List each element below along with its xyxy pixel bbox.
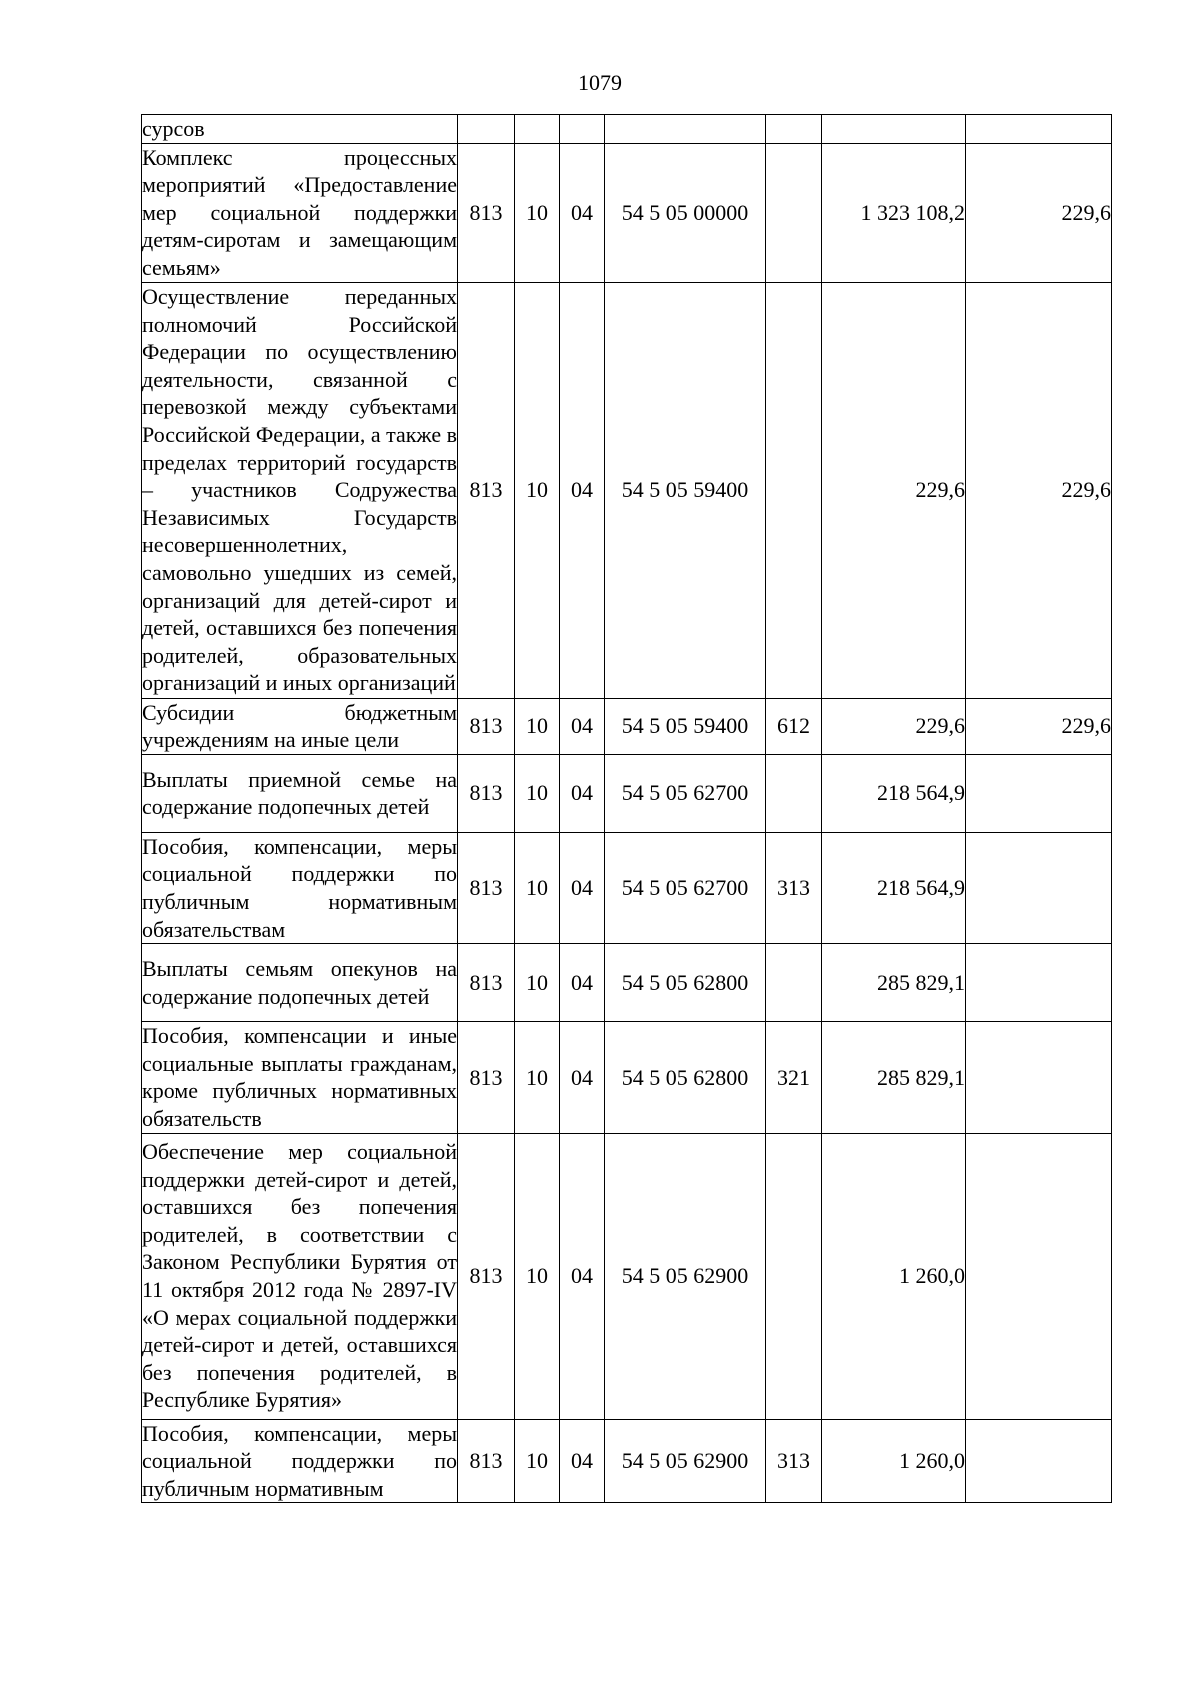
- row-code-subsection: 04: [560, 698, 605, 754]
- table-row: [142, 1419, 1112, 1503]
- row-code-subsection: 04: [560, 1419, 605, 1503]
- row-code-section: 10: [515, 698, 560, 754]
- row-code-grbs: 813: [458, 698, 515, 754]
- row-amount-federal: [966, 832, 1112, 943]
- row-code-section: 10: [515, 1419, 560, 1503]
- row-code-section: 10: [515, 282, 560, 698]
- row-code-expense-type: [766, 754, 822, 832]
- row-code-subsection: 04: [560, 143, 605, 282]
- row-code-subsection: 04: [560, 754, 605, 832]
- row-code-grbs: 813: [458, 944, 515, 1022]
- row-amount-federal: 229,6: [966, 143, 1112, 282]
- row-description: Комплекс процессных мероприятий «Предоставление мер социальной поддержки детям-сиротам и замещающим семьям»: [142, 143, 458, 282]
- table-row: [142, 115, 1112, 144]
- row-code-target: 54 5 05 62800: [605, 1022, 766, 1133]
- row-amount-total: 1 260,0: [822, 1419, 966, 1503]
- table-row: [142, 832, 1112, 943]
- row-code-grbs: 813: [458, 832, 515, 943]
- row-description: Выплаты приемной семье на содержание подопечных детей: [142, 754, 458, 832]
- budget-table: [141, 114, 1112, 1503]
- row-amount-total: 229,6: [822, 698, 966, 754]
- row-amount-total: 285 829,1: [822, 1022, 966, 1133]
- row-description: Обеспечение мер социальной поддержки детей-сирот и детей, оставшихся без попечения родителей, в соответствии с Законом Республики Бурятия от 11 октября 2012 года № 2897-IV «О мерах социальной поддержки детей-сирот и детей, оставшихся без попечения родителей, в Республике Бурятия»: [142, 1133, 458, 1419]
- table-row: [142, 754, 1112, 832]
- row-code-target: 54 5 05 62700: [605, 754, 766, 832]
- row-code-grbs: 813: [458, 1419, 515, 1503]
- table-row: [142, 1022, 1112, 1133]
- row-code-section: 10: [515, 754, 560, 832]
- row-code-subsection: 04: [560, 944, 605, 1022]
- table-row: [142, 282, 1112, 698]
- row-code-expense-type: 313: [766, 1419, 822, 1503]
- row-code-expense-type: 321: [766, 1022, 822, 1133]
- row-code-subsection: 04: [560, 832, 605, 943]
- row-code-grbs: 813: [458, 1133, 515, 1419]
- row-amount-federal: [966, 1419, 1112, 1503]
- row-amount-federal: [966, 944, 1112, 1022]
- row-code-section: 10: [515, 1133, 560, 1419]
- budget-table-body: [142, 115, 1112, 1503]
- row-description: Осуществление переданных полномочий Российской Федерации по осуществлению деятельности, связанной с перевозкой между субъектами Российской Федерации, а также в пределах территорий государств – участников Содружества Независимых Государств несовершеннолетних, самовольно ушедших из семей, организаций для детей-сирот и детей, оставшихся без попечения родителей, образовательных организаций и иных организаций: [142, 282, 458, 698]
- row-code-expense-type: [766, 143, 822, 282]
- table-row: [142, 944, 1112, 1022]
- row-code-section: 10: [515, 143, 560, 282]
- row-code-target: 54 5 05 62800: [605, 944, 766, 1022]
- row-description: Пособия, компенсации и иные социальные выплаты гражданам, кроме публичных нормативных обязательств: [142, 1022, 458, 1133]
- row-description: Выплаты семьям опекунов на содержание подопечных детей: [142, 944, 458, 1022]
- row-description: сурсов: [142, 115, 458, 144]
- row-amount-total: 1 260,0: [822, 1133, 966, 1419]
- row-description: Субсидии бюджетным учреждениям на иные цели: [142, 698, 458, 754]
- row-code-expense-type: [766, 1133, 822, 1419]
- table-row: [142, 1133, 1112, 1419]
- row-amount-total: 229,6: [822, 282, 966, 698]
- row-amount-total: 218 564,9: [822, 832, 966, 943]
- row-code-target: 54 5 05 59400: [605, 282, 766, 698]
- row-code-target: 54 5 05 62700: [605, 832, 766, 943]
- row-code-section: [515, 115, 560, 144]
- row-code-subsection: [560, 115, 605, 144]
- row-amount-federal: [966, 1133, 1112, 1419]
- row-description: Пособия, компенсации, меры социальной поддержки по публичным нормативным обязательствам: [142, 832, 458, 943]
- row-code-section: 10: [515, 832, 560, 943]
- row-code-grbs: 813: [458, 282, 515, 698]
- row-amount-federal: [966, 1022, 1112, 1133]
- row-amount-total: 1 323 108,2: [822, 143, 966, 282]
- table-row: [142, 143, 1112, 282]
- row-code-expense-type: [766, 944, 822, 1022]
- row-code-expense-type: 612: [766, 698, 822, 754]
- row-amount-federal: 229,6: [966, 698, 1112, 754]
- row-code-target: 54 5 05 59400: [605, 698, 766, 754]
- row-amount-total: 285 829,1: [822, 944, 966, 1022]
- row-code-target: 54 5 05 00000: [605, 143, 766, 282]
- row-code-subsection: 04: [560, 282, 605, 698]
- row-code-expense-type: 313: [766, 832, 822, 943]
- row-code-target: 54 5 05 62900: [605, 1419, 766, 1503]
- row-code-expense-type: [766, 282, 822, 698]
- row-code-target: 54 5 05 62900: [605, 1133, 766, 1419]
- row-code-grbs: [458, 115, 515, 144]
- row-code-grbs: 813: [458, 754, 515, 832]
- row-code-target: [605, 115, 766, 144]
- page-number: 1079: [578, 70, 622, 95]
- row-description: Пособия, компенсации, меры социальной поддержки по публичным нормативным: [142, 1419, 458, 1503]
- row-code-grbs: 813: [458, 143, 515, 282]
- row-amount-federal: 229,6: [966, 282, 1112, 698]
- row-code-section: 10: [515, 1022, 560, 1133]
- row-code-expense-type: [766, 115, 822, 144]
- row-amount-federal: [966, 115, 1112, 144]
- row-code-subsection: 04: [560, 1133, 605, 1419]
- table-row: [142, 698, 1112, 754]
- row-amount-total: 218 564,9: [822, 754, 966, 832]
- row-code-subsection: 04: [560, 1022, 605, 1133]
- row-amount-total: [822, 115, 966, 144]
- row-code-grbs: 813: [458, 1022, 515, 1133]
- row-amount-federal: [966, 754, 1112, 832]
- row-code-section: 10: [515, 944, 560, 1022]
